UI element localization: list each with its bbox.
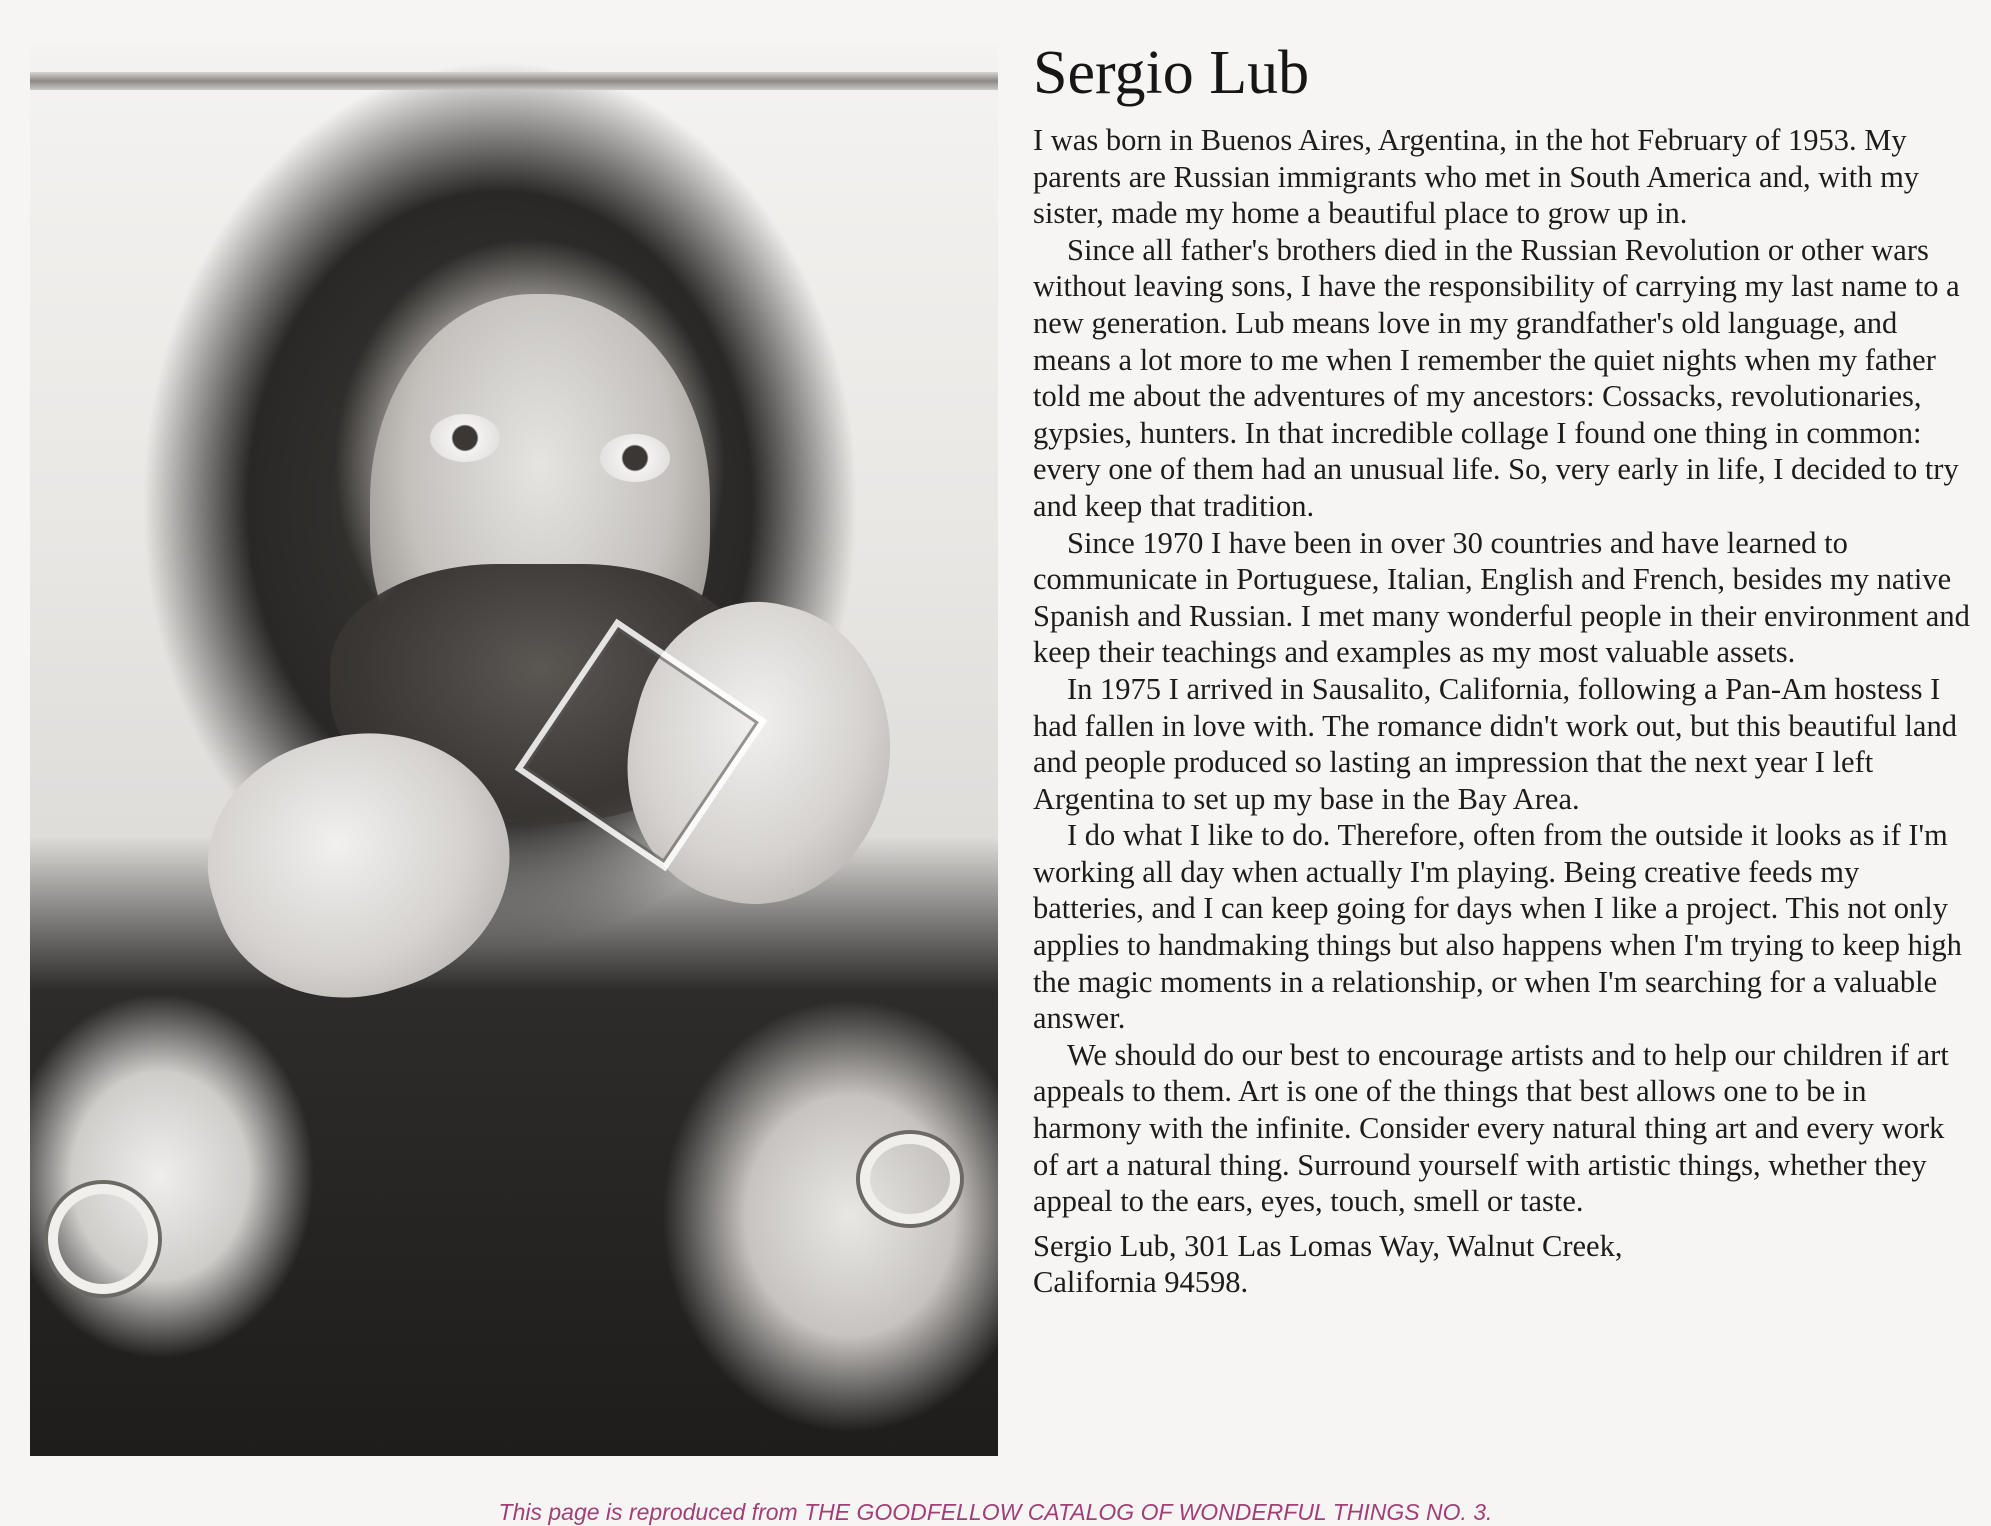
paragraph-4: In 1975 I arrived in Sausalito, California, following a Pan-Am hostess I had fallen in love with. The romance didn't work out, but this beautiful land and people produced so lasting an impression that the next year I left Argentina to set up my base in the Bay Area. — [1033, 671, 1957, 816]
paragraph-1: I was born in Buenos Aires, Argentina, in the hot February of 1953. My parents are Russian immigrants who met in South America and, with my sister, made my home a beautiful place to grow up in. — [1033, 123, 1920, 231]
paragraph-5: I do what I like to do. Therefore, often from the outside it looks as if I'm working all day when actually I'm playing. Being creative feeds my batteries, and I can keep going for days when I like a project. This not only applies to handmaking things but also happens when I'm trying to keep high the magic moments in a relationship, or when I'm searching for a valuable answer. — [1033, 818, 1962, 1036]
paragraph-6: We should do our best to encourage artists and to help our children if art appeals to them. Art is one of the things that best allows one to be in harmony with the infinite. Consider every natural thing art and every work of art a natural thing. Surround yourself with artistic things, whether they appeal to the ears, eyes, touch, smell or taste. — [1033, 1037, 1949, 1219]
address-line-2: California 94598. — [1033, 1265, 1249, 1300]
paragraph-3: Since 1970 I have been in over 30 countries and have learned to communicate in Portuguese, Italian, English and French, besides my native Spanish and Russian. I met many wonderful people in their environment and keep their teachings and examples as my most valuable assets. — [1033, 525, 1970, 670]
article — [1033, 34, 1973, 1301]
footer-credit: This page is reproduced from THE GOODFELLOW CATALOG OF WONDERFUL THINGS NO. 3. — [498, 1499, 1493, 1525]
photo-eye-left — [430, 414, 500, 462]
photo-eye-right — [600, 434, 670, 482]
article-title: Sergio Lub — [1033, 39, 1310, 107]
address-line-1: Sergio Lub, 301 Las Lomas Way, Walnut Creek, — [1033, 1228, 1623, 1263]
paragraph-2: Since all father's brothers died in the Russian Revolution or other wars without leaving sons, I have the responsibility of carrying my last name to a new generation. Lub means love in my grandfather's old language, and means a lot more to me when I remember the quiet nights when my father told me about the adventures of my ancestors: Cossacks, revolutionaries, gypsies, hunters. In that incredible collage I found one thing in common: every one of them had an unusual life. So, very early in life, I decided to try and keep that tradition. — [1033, 232, 1960, 523]
photo-rod — [30, 72, 998, 90]
photo-ring-right — [860, 1134, 960, 1224]
photo-ring-left — [48, 1184, 158, 1294]
photo-jacket — [30, 836, 998, 1456]
portrait-photo — [30, 44, 998, 1456]
